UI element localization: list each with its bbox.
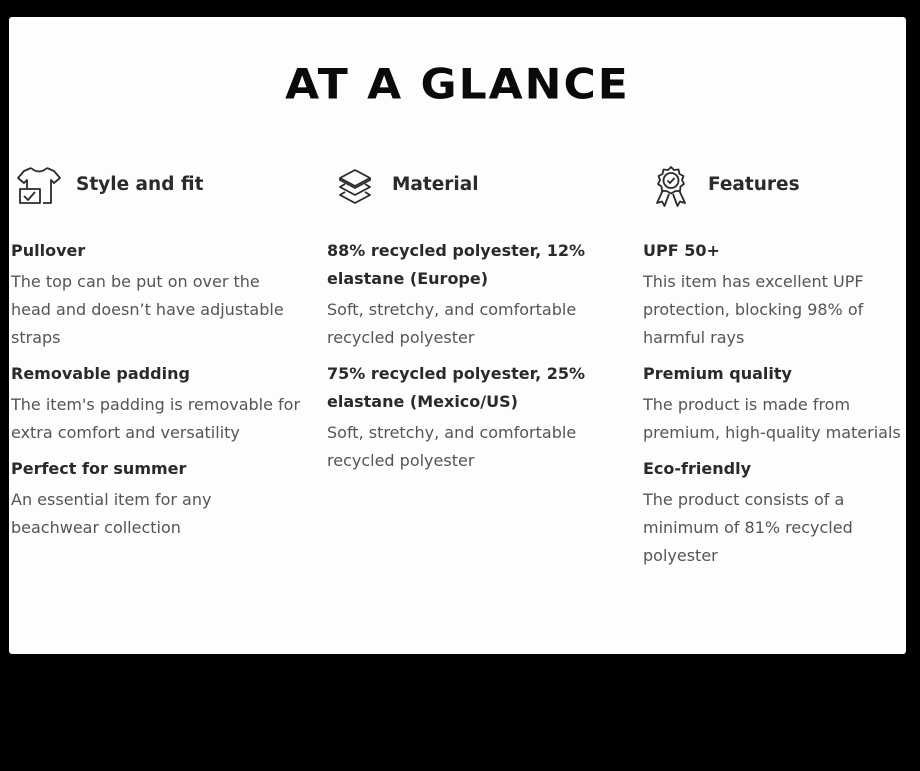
item-heading: Eco-friendly [643,459,751,478]
item-heading: UPF 50+ [643,241,720,260]
column-title: Features [708,174,800,195]
column-title: Style and fit [76,174,204,195]
layers-icon [337,167,373,211]
list-item [327,360,617,475]
list-item [643,455,905,570]
list-item [11,455,301,542]
list-item [643,237,905,352]
list-item [11,360,301,447]
item-description: The product consists of a minimum of 81% recycled polyester [643,490,853,565]
item-description: The product is made from premium, high-quality materials [643,395,901,442]
item-description: The top can be put on over the head and doesn’t have adjustable straps [11,272,284,347]
column-header [11,161,301,217]
page-title: AT A GLANCE [285,60,630,109]
list-item [643,360,905,447]
column-header [327,161,617,217]
item-heading: 88% recycled polyester, 12% elastane (Europe) [327,241,586,288]
item-heading: Premium quality [643,364,792,383]
info-card [9,17,906,654]
item-heading: Pullover [11,241,86,260]
column-material [327,161,617,470]
list-item [11,237,301,352]
item-heading: 75% recycled polyester, 25% elastane (Mexico/US) [327,364,586,411]
item-description: Soft, stretchy, and comfortable recycled polyester [327,423,577,470]
column-style-and-fit [11,161,301,537]
item-heading: Perfect for summer [11,459,187,478]
list-item [327,237,617,352]
item-heading: Removable padding [11,364,190,383]
column-header [643,161,905,217]
tshirt-check-icon [16,165,62,211]
award-badge-icon [651,165,691,213]
item-description: This item has excellent UPF protection, blocking 98% of harmful rays [643,272,864,347]
item-list [327,237,617,483]
item-description: An essential item for any beachwear collection [11,490,212,537]
column-features [643,161,905,565]
column-title: Material [392,174,479,195]
item-description: The item's padding is removable for extra comfort and versatility [11,395,301,442]
item-list [643,237,905,578]
item-description: Soft, stretchy, and comfortable recycled polyester [327,300,577,347]
item-list [11,237,301,550]
